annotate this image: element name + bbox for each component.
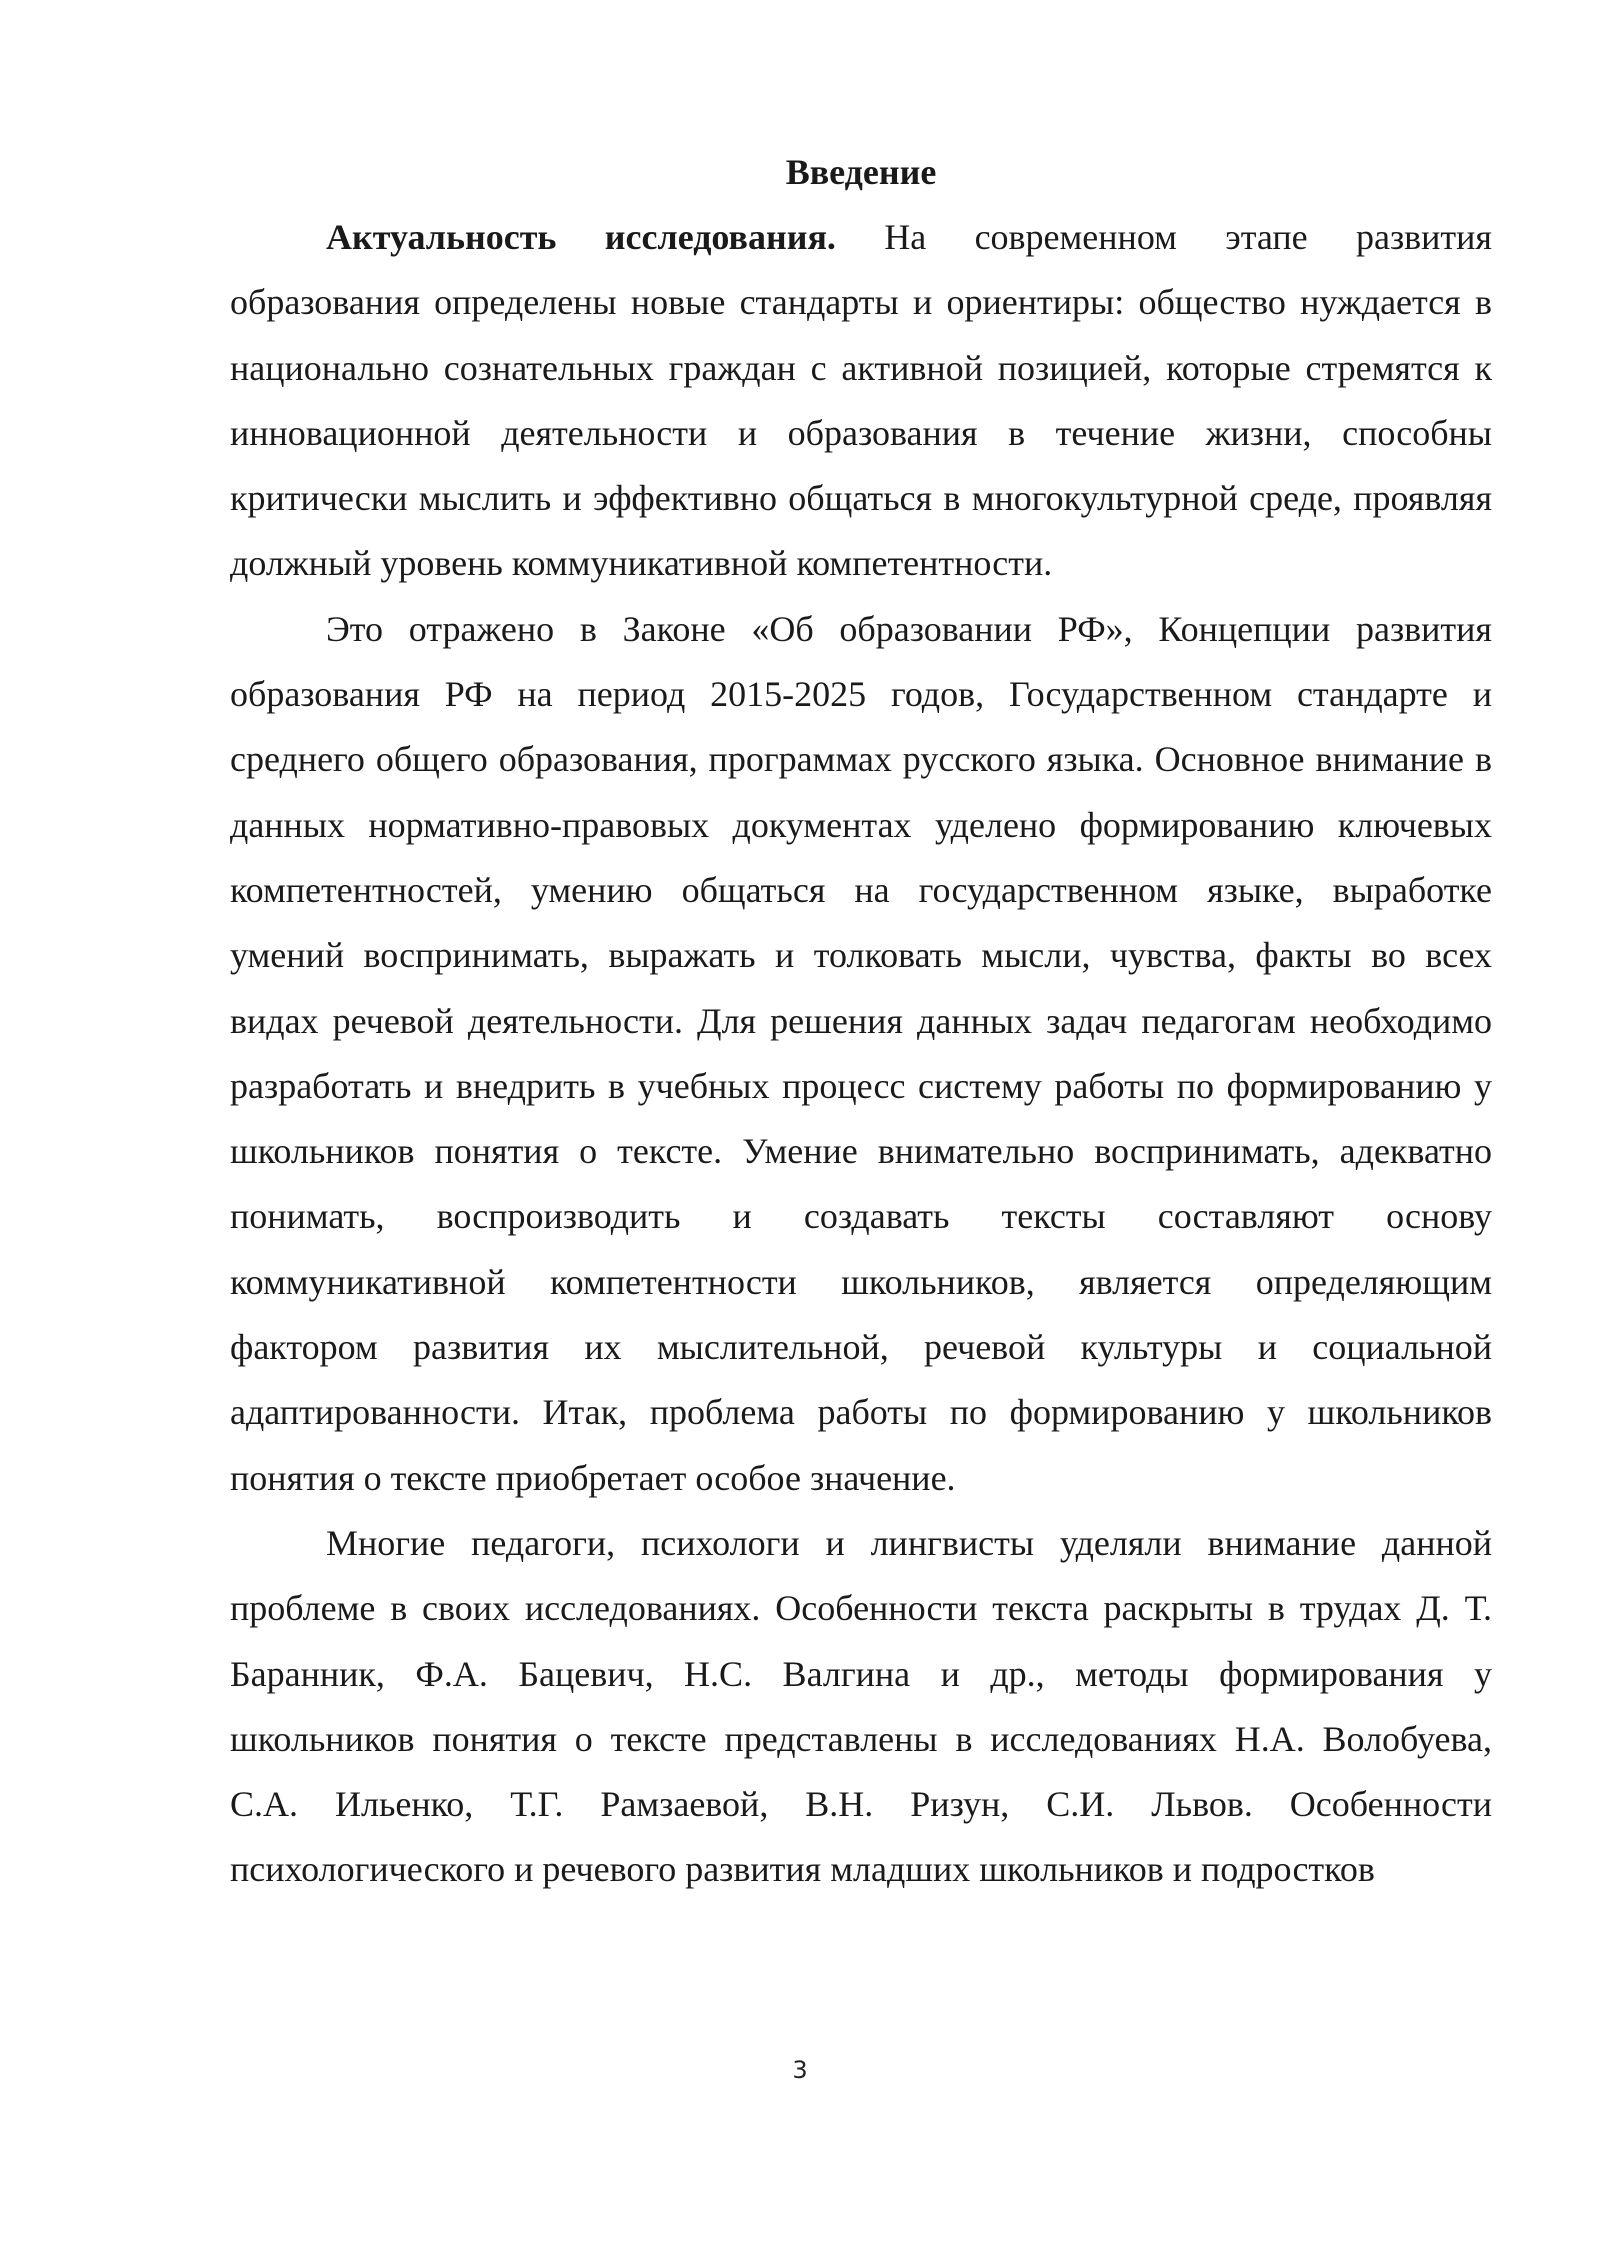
paragraph-text: На современном этапе развития образования определены новые стандарты и ориентиры: общество нуждается в национально сознательных граждан с активной позицией, которые стремятся к инновационной деятельности и образования в течение жизни, способны критически мыслить и эффективно общаться в многокультурной среде, проявляя должный уровень коммуникативной компетентности.: [230, 217, 1492, 584]
page-body: [230, 140, 1492, 1903]
paragraph-legislation: [230, 597, 1492, 1511]
paragraph-lead: Актуальность исследования.: [326, 217, 836, 257]
paragraph-text: Это отражено в Законе «Об образовании РФ», Концепции развития образования РФ на период 2015-2025 годов, Государственном стандарте и среднего общего образования, программах русского языка. Основное внимание в данных нормативно-правовых документах уделено формированию ключевых компетентностей, умению общаться на государственном языке, выработке умений воспринимать, выражать и толковать мысли, чувства, факты во всех видах речевой деятельности. Для решения данных задач педагогам необходимо разработать и внедрить в учебных процесс систему работы по формированию у школьников понятия о тексте. Умение внимательно воспринимать, адекватно понимать, воспроизводить и создавать тексты составляют основу коммуникативной компетентности школьников, является определяющим фактором развития их мыслительной, речевой культуры и социальной адаптированности. Итак, проблема работы по формированию у школьников понятия о тексте приобретает особое значение.: [230, 608, 1492, 1498]
section-heading: Введение: [785, 152, 937, 192]
paragraph-research-review: [230, 1511, 1492, 1903]
paragraph-relevance: [230, 205, 1492, 597]
page-number: 3: [792, 2056, 808, 2084]
paragraph-text: Многие педагоги, психологи и лингвисты уделяли внимание данной проблеме в своих исследованиях. Особенности текста раскрыты в трудах Д. Т. Баранник, Ф.А. Бацевич, Н.С. Валгина и др., методы формирования у школьников понятия о тексте представлены в исследованиях Н.А. Волобуева, С.А. Ильенко, Т.Г. Рамзаевой, В.Н. Ризун, С.И. Львов. Особенности психологического и речевого развития младших школьников и подростков: [230, 1522, 1492, 1890]
